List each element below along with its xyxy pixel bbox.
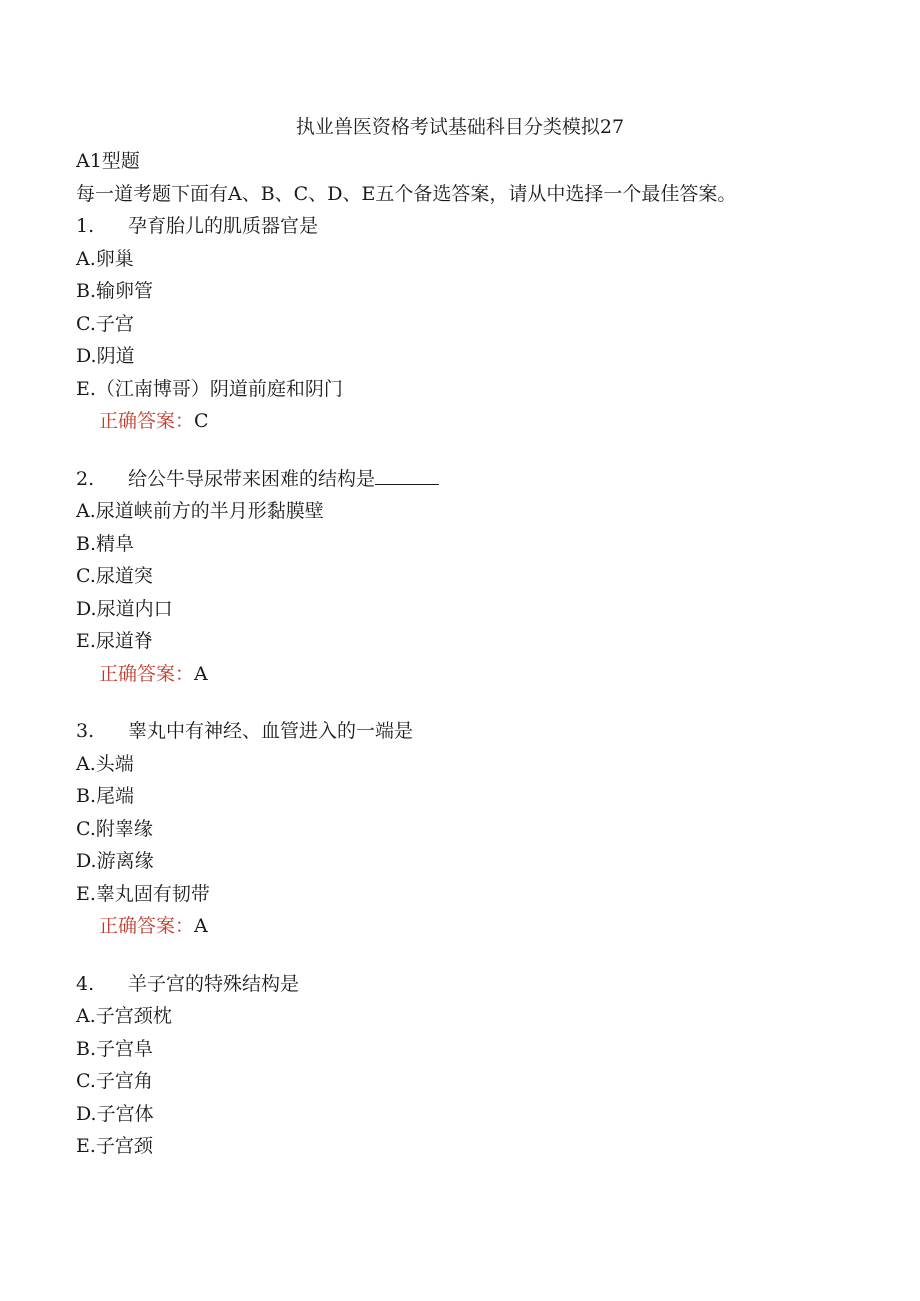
option-d: D.子宫体 bbox=[76, 1102, 154, 1125]
question-block bbox=[76, 968, 896, 1163]
spacer bbox=[76, 438, 896, 463]
document-body bbox=[76, 145, 896, 1163]
question-stem bbox=[76, 463, 896, 496]
question-number: 3. bbox=[76, 720, 95, 742]
instruction-text: 每一道考题下面有A、B、C、D、E五个备选答案，请从中选择一个最佳答案。 bbox=[76, 182, 737, 205]
option-b: B.子宫阜 bbox=[76, 1037, 154, 1060]
section-heading: A1型题 bbox=[76, 150, 140, 172]
option-c: C.子宫角 bbox=[76, 1070, 153, 1092]
correct-answer bbox=[76, 405, 896, 438]
correct-answer bbox=[76, 910, 896, 943]
question-number: 2. bbox=[76, 467, 95, 490]
option-e: E.（江南博哥）阴道前庭和阴门 bbox=[76, 377, 343, 400]
question-stem bbox=[76, 968, 896, 1001]
option-b: B.输卵管 bbox=[76, 280, 154, 302]
document-title: 执业兽医资格考试基础科目分类模拟27 bbox=[295, 116, 625, 138]
question-stem bbox=[76, 715, 896, 748]
answer-value: C bbox=[194, 410, 209, 432]
option-d: D.游离缘 bbox=[76, 850, 154, 872]
question-text: 给公牛导尿带来困难的结构是 bbox=[128, 467, 376, 490]
answer-label: 正确答案： bbox=[99, 662, 195, 685]
answer-label: 正确答案： bbox=[99, 410, 195, 432]
spacer bbox=[76, 943, 896, 968]
question-text: 羊子宫的特殊结构是 bbox=[128, 972, 300, 995]
option-a: A.子宫颈枕 bbox=[76, 1005, 172, 1027]
option-c: C.附睾缘 bbox=[76, 817, 153, 840]
option-a: A.尿道峡前方的半月形黏膜壁 bbox=[76, 500, 324, 522]
option-c: C.子宫 bbox=[76, 312, 134, 335]
question-text: 睾丸中有神经、血管进入的一端是 bbox=[128, 720, 414, 742]
option-a: A.头端 bbox=[76, 752, 134, 775]
option-e: E.子宫颈 bbox=[76, 1135, 153, 1157]
option-d: D.尿道内口 bbox=[76, 597, 173, 620]
answer-value: A bbox=[194, 662, 208, 685]
question-number: 4. bbox=[76, 972, 95, 995]
option-c: C.尿道突 bbox=[76, 565, 153, 587]
question-number: 1. bbox=[76, 215, 95, 237]
answer-blank bbox=[375, 466, 439, 485]
option-d: D.阴道 bbox=[76, 345, 135, 367]
option-b: B.精阜 bbox=[76, 532, 135, 555]
spacer bbox=[76, 690, 896, 715]
option-e: E.睾丸固有韧带 bbox=[76, 882, 210, 905]
correct-answer bbox=[76, 658, 896, 691]
question-text: 孕育胎儿的肌质器官是 bbox=[128, 215, 319, 237]
answer-label: 正确答案： bbox=[99, 915, 195, 937]
answer-value: A bbox=[194, 915, 208, 937]
question-block bbox=[76, 463, 896, 691]
question-stem bbox=[76, 210, 896, 243]
question-block bbox=[76, 715, 896, 943]
option-a: A.卵巢 bbox=[76, 247, 134, 270]
option-b: B.尾端 bbox=[76, 785, 135, 807]
option-e: E.尿道脊 bbox=[76, 630, 153, 652]
question-block bbox=[76, 210, 896, 438]
